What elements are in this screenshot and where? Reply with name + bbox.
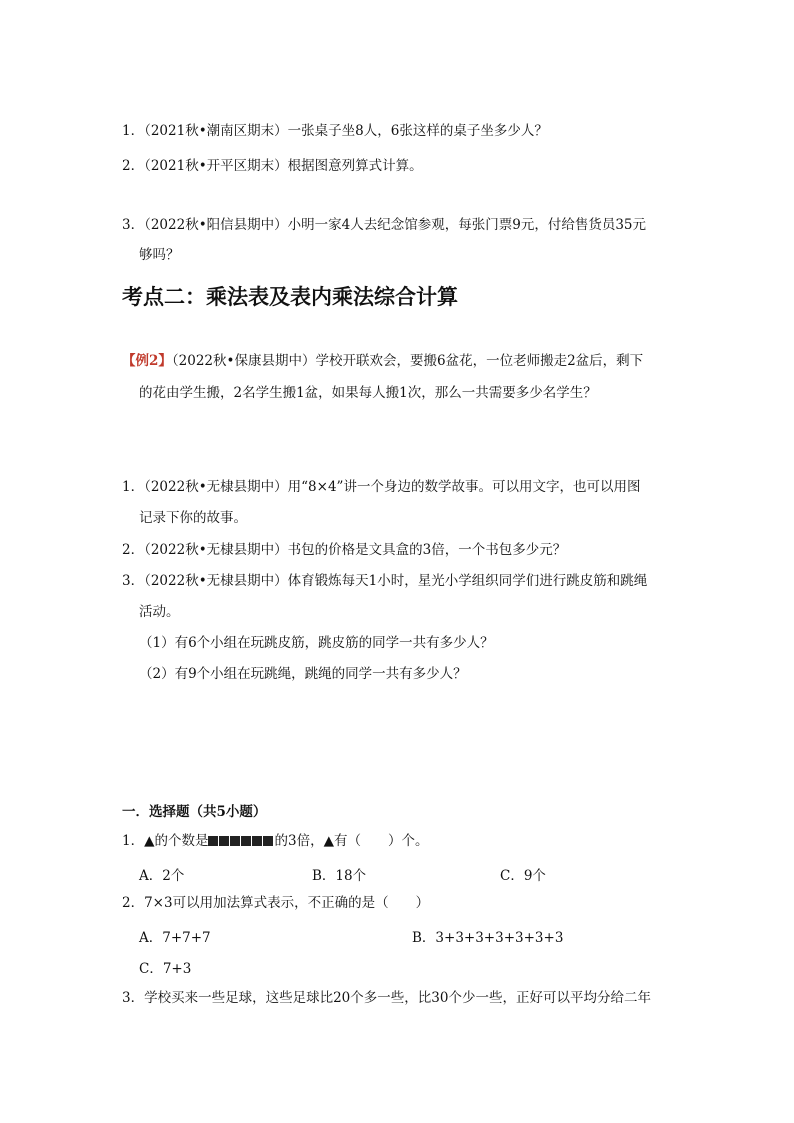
question-1-prefix: 1．▲的个数是 [122,833,209,849]
exercise-2-1-cont: 记录下你的故事。 [139,510,247,526]
example-label: 【例2】 [122,353,172,369]
example-2-line-2: 的花由学生搬，2名学生搬1盆，如果每人搬1次，那么一共需要多少名学生？ [139,385,597,401]
exercise-2-3-sub-1: （1）有6个小组在玩跳皮筋，跳皮筋的同学一共有多少人？ [139,635,494,651]
exercise-2-3: 3．（2022秋•无棣县期中）体育锻炼每天1小时，星光小学组织同学们进行跳皮筋和跳绳 [122,573,648,589]
exercise-2-1: 1．（2022秋•无棣县期中）用“8×4”讲一个身边的数学故事。可以用文字，也可以用图 [122,479,641,495]
question-1-option-c: C．9个 [500,868,546,884]
example-text-1: （2022秋•保康县期中）学校开联欢会，要搬6盆花，一位老师搬走2盆后，剩下 [171,353,644,369]
exercise-2-3-sub-2: （2）有9个小组在玩跳绳，跳绳的同学一共有多少人？ [139,666,467,682]
exercise-2-2: 2．（2022秋•无棣县期中）书包的价格是文具盒的3倍，一个书包多少元？ [122,542,567,558]
exercise-1-3: 3．（2022秋•阳信县期中）小明一家4人去纪念馆参观，每张门票9元，付给售货员35元 [122,217,647,233]
exercise-2-3-cont: 活动。 [139,604,180,620]
question-1-suffix: 的3倍，▲有（ ）个。 [274,833,429,849]
question-1-option-b: B．18个 [312,868,367,884]
question-2-option-c: C．7+3 [139,961,192,977]
question-2: 2．7×3可以用加法算式表示，不正确的是（ ） [122,895,430,911]
question-3: 3．学校买来一些足球，这些足球比20个多一些，比30个少一些，正好可以平均分给二年 [122,990,651,1006]
example-2-line-1 [122,352,643,370]
section-heading: 考点二：乘法表及表内乘法综合计算 [122,285,458,309]
question-2-option-b: B．3+3+3+3+3+3+3 [412,930,564,946]
square-group-icon [208,833,274,849]
exercise-1-1: 1．（2021秋•潮南区期末）一张桌子坐8人，6张这样的桌子坐多少人？ [122,123,548,139]
exercise-1-2: 2．（2021秋•开平区期末）根据图意列算式计算。 [122,158,423,174]
choice-section-title: 一．选择题（共5小题） [122,804,267,820]
exercise-1-3-cont: 够吗？ [139,247,180,263]
question-1 [122,832,428,850]
question-2-option-a: A．7+7+7 [139,930,211,946]
question-1-option-a: A．2个 [139,868,185,884]
